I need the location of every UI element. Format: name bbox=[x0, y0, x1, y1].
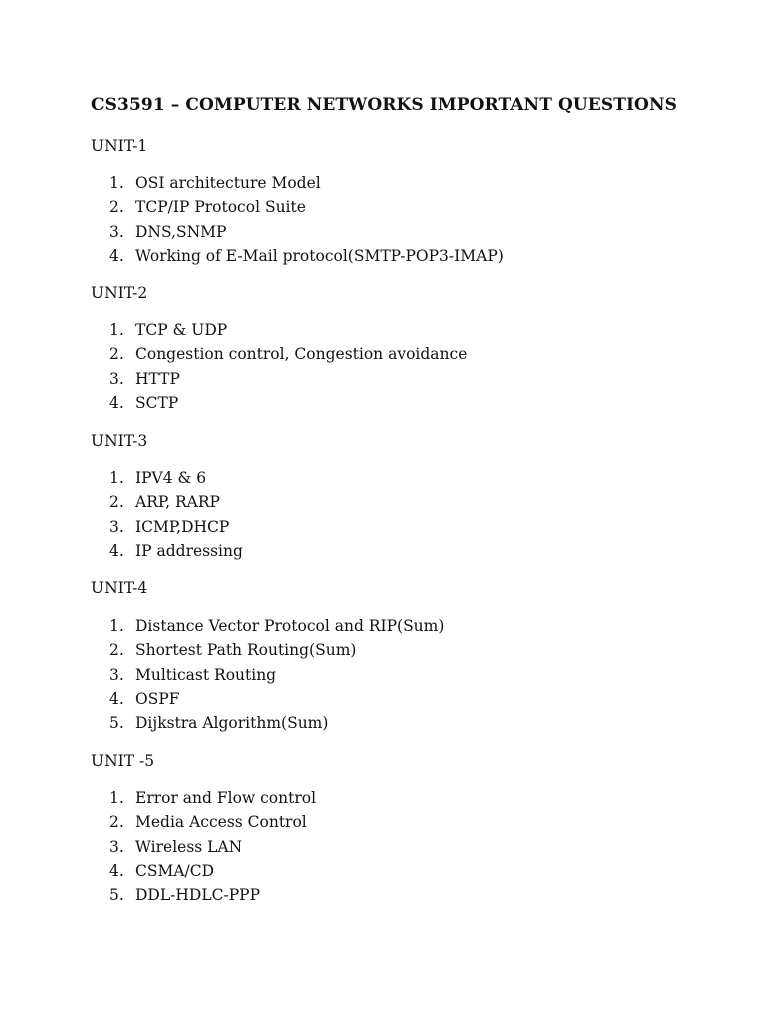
item-text: HTTP bbox=[135, 369, 180, 388]
question-list bbox=[109, 171, 504, 268]
item-text: IP addressing bbox=[135, 541, 243, 560]
item-text: SCTP bbox=[135, 393, 179, 412]
item-number: 1. bbox=[109, 321, 124, 339]
item-text: ICMP,DHCP bbox=[135, 517, 230, 536]
item-text: Distance Vector Protocol and RIP(Sum) bbox=[135, 617, 445, 635]
list-item bbox=[109, 638, 444, 662]
list-item bbox=[109, 883, 316, 907]
item-number: 2. bbox=[109, 493, 124, 512]
item-text: OSPF bbox=[135, 689, 180, 708]
document-title: CS3591 – COMPUTER NETWORKS IMPORTANT QUESTIONS bbox=[91, 95, 677, 115]
item-text: TCP/IP Protocol Suite bbox=[135, 198, 306, 217]
item-text: DNS,SNMP bbox=[135, 222, 227, 241]
item-number: 3. bbox=[109, 837, 124, 856]
item-number: 4. bbox=[109, 541, 124, 560]
question-list bbox=[109, 614, 444, 735]
item-text: Error and Flow control bbox=[135, 789, 317, 807]
item-number: 1. bbox=[109, 174, 124, 192]
list-item bbox=[109, 244, 504, 268]
item-text: ARP, RARP bbox=[135, 493, 220, 512]
list-item bbox=[109, 391, 467, 415]
list-item bbox=[109, 342, 467, 366]
item-number: 5. bbox=[109, 886, 124, 905]
item-number: 1. bbox=[109, 469, 124, 487]
item-number: 2. bbox=[109, 198, 124, 217]
item-text: IPV4 & 6 bbox=[135, 469, 207, 487]
item-number: 3. bbox=[109, 222, 124, 241]
unit-heading: UNIT-2 bbox=[91, 284, 148, 302]
item-text: OSI architecture Model bbox=[135, 174, 321, 192]
list-item bbox=[109, 466, 243, 490]
list-item bbox=[109, 367, 467, 391]
item-text: Wireless LAN bbox=[135, 837, 243, 856]
item-number: 3. bbox=[109, 369, 124, 388]
list-item bbox=[109, 490, 243, 514]
item-number: 4. bbox=[109, 246, 124, 265]
item-text: DDL-HDLC-PPP bbox=[135, 886, 261, 905]
list-item bbox=[109, 318, 467, 342]
item-text: Shortest Path Routing(Sum) bbox=[135, 641, 357, 660]
question-list bbox=[109, 466, 243, 563]
item-text: Dijkstra Algorithm(Sum) bbox=[135, 714, 329, 733]
list-item bbox=[109, 810, 316, 834]
list-item bbox=[109, 711, 444, 735]
unit-heading: UNIT-1 bbox=[91, 137, 148, 155]
item-number: 2. bbox=[109, 641, 124, 660]
item-number: 1. bbox=[109, 617, 124, 635]
item-text: Media Access Control bbox=[135, 813, 307, 832]
list-item bbox=[109, 786, 316, 810]
list-item bbox=[109, 171, 504, 195]
unit-heading: UNIT-4 bbox=[91, 579, 148, 597]
item-number: 2. bbox=[109, 345, 124, 364]
item-text: TCP & UDP bbox=[135, 321, 228, 339]
item-number: 4. bbox=[109, 393, 124, 412]
item-number: 5. bbox=[109, 714, 124, 733]
unit-heading: UNIT-3 bbox=[91, 432, 148, 450]
list-item bbox=[109, 663, 444, 687]
list-item bbox=[109, 539, 243, 563]
list-item bbox=[109, 835, 316, 859]
item-number: 3. bbox=[109, 665, 124, 684]
list-item bbox=[109, 614, 444, 638]
item-text: Congestion control, Congestion avoidance bbox=[135, 345, 468, 364]
item-text: Multicast Routing bbox=[135, 665, 277, 684]
list-item bbox=[109, 515, 243, 539]
item-number: 4. bbox=[109, 861, 124, 880]
item-number: 1. bbox=[109, 789, 124, 807]
item-text: Working of E-Mail protocol(SMTP-POP3-IMAP) bbox=[135, 246, 504, 265]
unit-heading: UNIT -5 bbox=[91, 752, 155, 770]
list-item bbox=[109, 220, 504, 244]
item-number: 4. bbox=[109, 689, 124, 708]
item-text: CSMA/CD bbox=[135, 861, 215, 880]
item-number: 3. bbox=[109, 517, 124, 536]
list-item bbox=[109, 687, 444, 711]
list-item bbox=[109, 859, 316, 883]
question-list bbox=[109, 318, 467, 415]
question-list bbox=[109, 786, 316, 907]
item-number: 2. bbox=[109, 813, 124, 832]
list-item bbox=[109, 195, 504, 219]
